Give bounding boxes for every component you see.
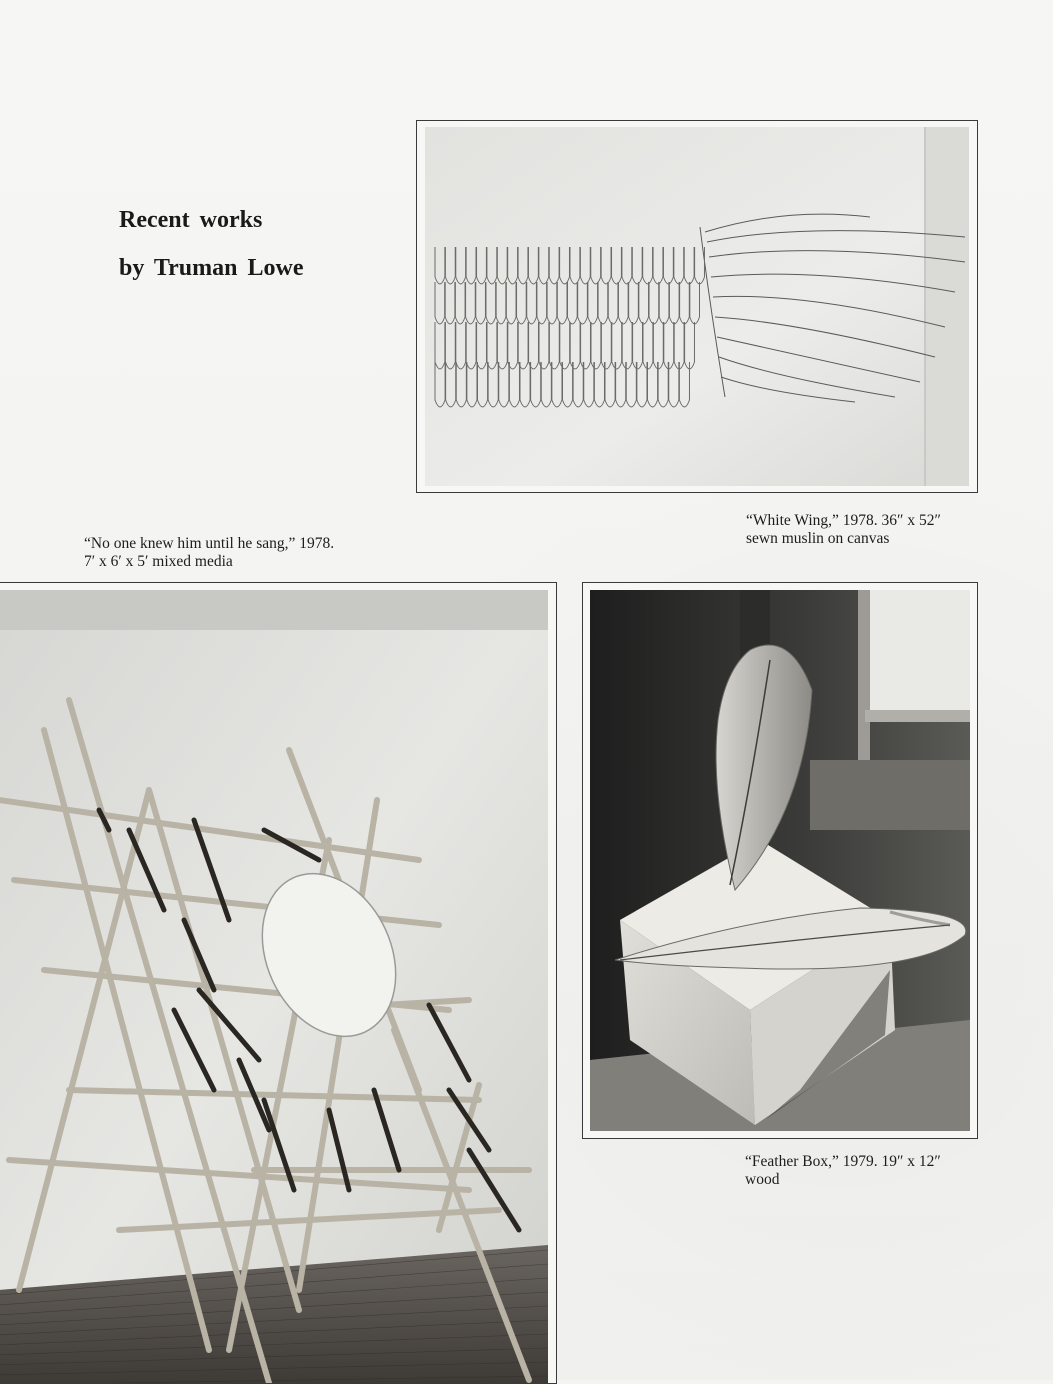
feather-box-caption-line-2: wood bbox=[745, 1171, 780, 1188]
white-wing-caption bbox=[746, 512, 941, 548]
feather-box-photo bbox=[590, 590, 970, 1131]
white-wing-caption-line-1: “White Wing,” 1978. 36″ x 52″ bbox=[746, 512, 941, 529]
feather-box-caption-line-1: “Feather Box,” 1979. 19″ x 12″ bbox=[745, 1153, 941, 1170]
no-one-knew-caption-line-2: 7′ x 6′ x 5′ mixed media bbox=[84, 553, 233, 570]
no-one-knew-photo bbox=[0, 590, 548, 1383]
white-wing-caption-line-2: sewn muslin on canvas bbox=[746, 530, 890, 547]
feather-box-photo-frame bbox=[582, 582, 978, 1139]
no-one-knew-photo-frame bbox=[0, 582, 557, 1384]
no-one-knew-image bbox=[0, 590, 548, 1383]
white-wing-photo-frame bbox=[416, 120, 978, 493]
feather-box-caption bbox=[745, 1153, 941, 1189]
no-one-knew-caption bbox=[84, 535, 334, 571]
white-wing-image bbox=[425, 127, 969, 486]
no-one-knew-caption-line-1: “No one knew him until he sang,” 1978. bbox=[84, 535, 335, 552]
heading-line-1: Recent works bbox=[119, 207, 263, 233]
heading-line-2: by Truman Lowe bbox=[119, 255, 304, 281]
white-wing-photo bbox=[425, 127, 969, 486]
page-heading bbox=[119, 196, 303, 292]
feather-box-image bbox=[590, 590, 970, 1131]
